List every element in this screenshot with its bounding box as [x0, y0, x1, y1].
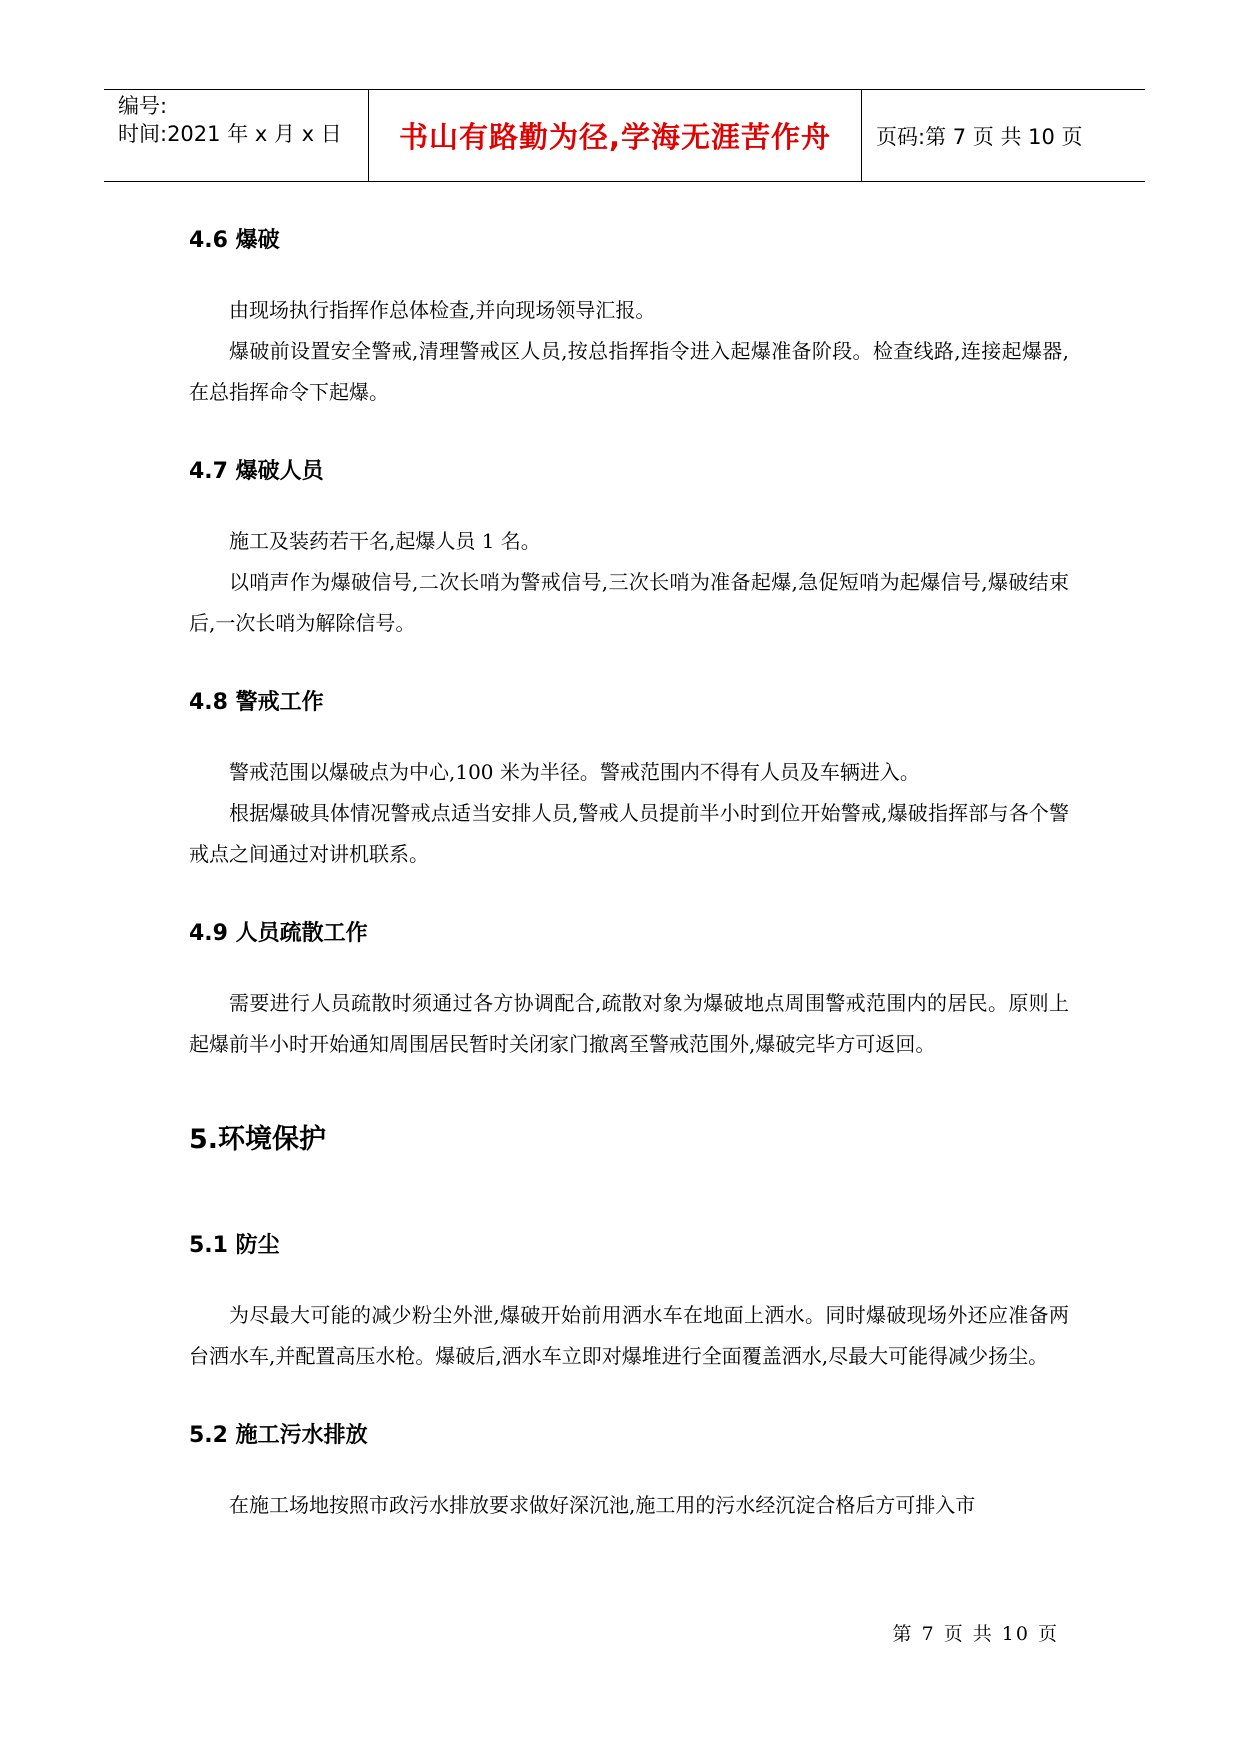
- paragraph: 根据爆破具体情况警戒点适当安排人员,警戒人员提前半小时到位开始警戒,爆破指挥部与各个警戒点之间通过对讲机联系。: [189, 801, 1069, 866]
- paragraph: 由现场执行指挥作总体检查,并向现场领导汇报。: [229, 298, 656, 322]
- header-table: [104, 89, 1145, 182]
- paragraph: 爆破前设置安全警戒,清理警戒区人员,按总指挥指令进入起爆准备阶段。检查线路,连接起爆器,在总指挥命令下起爆。: [189, 339, 1069, 404]
- header-page-label: 页码:第 7 页 共 10 页: [876, 124, 1083, 149]
- paragraph: 警戒范围以爆破点为中心,100 米为半径。警戒范围内不得有人员及车辆进入。: [229, 760, 920, 784]
- paragraph: 在施工场地按照市政污水排放要求做好深沉池,施工用的污水经沉淀合格后方可排入市: [229, 1493, 976, 1517]
- paragraph: 以哨声作为爆破信号,二次长哨为警戒信号,三次长哨为准备起爆,急促短哨为起爆信号,爆破结束后,一次长哨为解除信号。: [189, 570, 1069, 635]
- section-title-4-7: 4.7 爆破人员: [189, 459, 324, 484]
- section-title-4-9: 4.9 人员疏散工作: [189, 921, 368, 946]
- section-title-4-8: 4.8 警戒工作: [189, 690, 324, 715]
- header-time-label: 时间:2021 年 x 月 x 日: [118, 122, 342, 146]
- header-number-label: 编号:: [118, 94, 168, 118]
- section-title-4-6: 4.6 爆破: [189, 228, 280, 253]
- header-motto: 书山有路勤为径,学海无涯苦作舟: [369, 90, 862, 181]
- paragraph: 为尽最大可能的减少粉尘外泄,爆破开始前用洒水车在地面上洒水。同时爆破现场外还应准备两台洒水车,并配置高压水枪。爆破后,洒水车立即对爆堆进行全面覆盖洒水,尽最大可能得减少扬尘。: [189, 1303, 1069, 1368]
- document-body: [189, 210, 1069, 1526]
- page-footer: 第 7 页 共 10 页: [892, 1623, 1059, 1645]
- paragraph: 需要进行人员疏散时须通过各方协调配合,疏散对象为爆破地点周围警戒范围内的居民。原则上起爆前半小时开始通知周围居民暂时关闭家门撤离至警戒范围外,爆破完毕方可返回。: [189, 991, 1069, 1056]
- section-title-5-1: 5.1 防尘: [189, 1233, 280, 1258]
- chapter-title-5: 5.环境保护: [189, 1124, 327, 1155]
- section-title-5-2: 5.2 施工污水排放: [189, 1423, 368, 1448]
- paragraph: 施工及装药若干名,起爆人员 1 名。: [229, 529, 541, 553]
- header-info-cell: [104, 90, 369, 181]
